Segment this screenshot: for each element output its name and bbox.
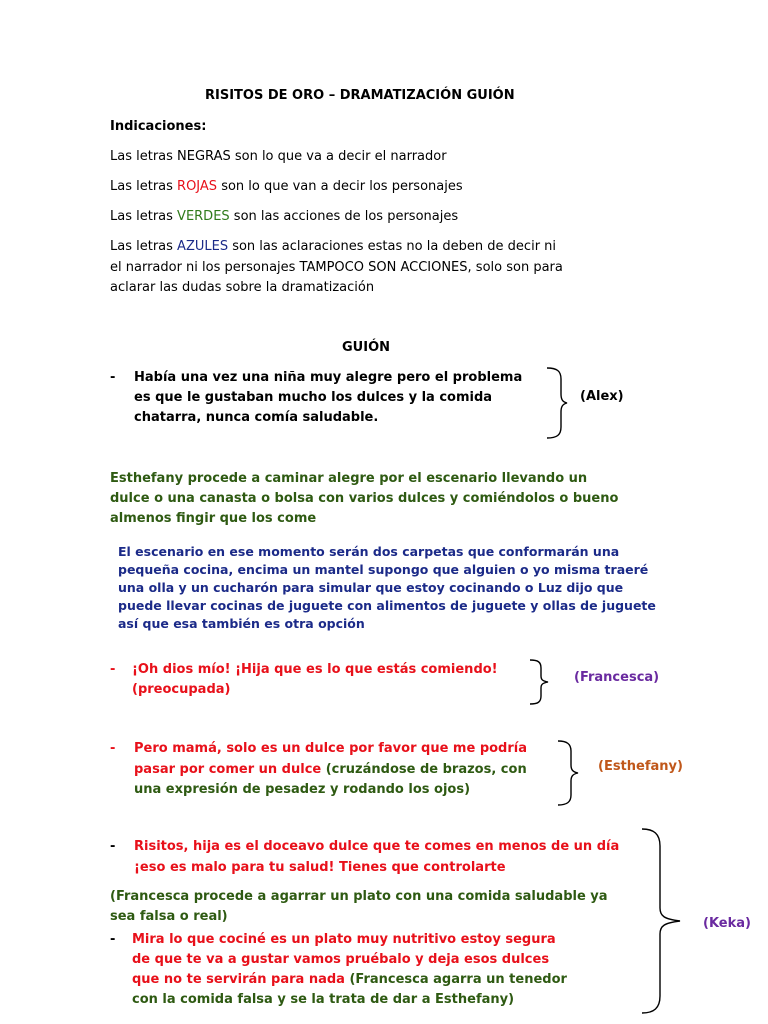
keka-line-1: Risitos, hija es el doceavo dulce que te comes en menos de un día: [134, 839, 620, 854]
narrator-line-1: Había una vez una niña muy alegre pero el problema: [134, 370, 523, 385]
keka-line-2: ¡eso es malo para tu salud! Tienes que controlarte: [134, 860, 506, 875]
indicaciones-heading: Indicaciones:: [110, 119, 207, 134]
narrator-line-3: chatarra, nunca comía saludable.: [134, 410, 379, 425]
note-line-4: puede llevar cocinas de juguete con alimentos de juguete y ollas de juguete: [118, 598, 656, 613]
note-line-3: una olla y un cucharón para simular que estoy cocinando o Luz dijo que: [118, 580, 624, 595]
page-title: RISITOS DE ORO – DRAMATIZACIÓN GUIÓN: [205, 88, 515, 103]
action-line-1: Esthefany procede a caminar alegre por el escenario llevando un: [110, 471, 588, 486]
esthefany-line-3: una expresión de pesadez y rodando los ojos): [134, 782, 471, 797]
note-line-2: pequeña cocina, encima un mantel supongo que alguien o yo misma traeré: [118, 562, 649, 577]
keka-speech-1: Mira lo que cociné es un plato muy nutritivo estoy segura: [132, 932, 556, 947]
keka-speech-3: que no te servirán para nada (Francesca agarra un tenedor: [132, 972, 567, 987]
guion-heading: GUIÓN: [342, 340, 390, 355]
brace-francesca: [528, 659, 552, 705]
speaker-esthefany: (Esthefany): [598, 759, 683, 774]
brace-alex: [545, 367, 569, 439]
note-line-5: así que esa también es otra opción: [118, 616, 365, 631]
legend-line-green: Las letras VERDES son las acciones de los personajes: [110, 209, 459, 224]
esthefany-line-2: pasar por comer un dulce (cruzándose de brazos, con: [134, 762, 527, 777]
action-line-3: almenos fingir que los come: [110, 511, 317, 526]
brace-keka: [640, 828, 684, 1014]
brace-esthefany: [556, 740, 582, 806]
legend-line-blue-3: aclarar las dudas sobre la dramatización: [110, 280, 375, 295]
bullet-dash: -: [110, 932, 116, 947]
speaker-keka: (Keka): [703, 916, 751, 931]
speaker-francesca: (Francesca): [574, 670, 660, 685]
legend-line-blue-2: el narrador ni los personajes TAMPOCO SON ACCIONES, solo son para: [110, 260, 563, 275]
legend-line-black: Las letras NEGRAS son lo que va a decir el narrador: [110, 149, 447, 164]
francesca-line-1: ¡Oh dios mío! ¡Hija que es lo que estás comiendo!: [132, 662, 498, 677]
keka-action-1: (Francesca procede a agarrar un plato con una comida saludable ya: [110, 889, 608, 904]
narrator-line-2: es que le gustaban mucho los dulces y la comida: [134, 390, 493, 405]
action-line-2: dulce o una canasta o bolsa con varios dulces y comiéndolos o bueno: [110, 491, 619, 506]
keka-speech-2: de que te va a gustar vamos pruébalo y deja esos dulces: [132, 952, 550, 967]
keka-action-2: sea falsa o real): [110, 909, 228, 924]
legend-line-red: Las letras ROJAS son lo que van a decir los personajes: [110, 179, 463, 194]
speaker-alex: (Alex): [580, 389, 624, 404]
keka-speech-4: con la comida falsa y se la trata de dar a Esthefany): [132, 992, 515, 1007]
francesca-line-2: (preocupada): [132, 682, 231, 697]
note-line-1: El escenario en ese momento serán dos carpetas que conformarán una: [118, 544, 620, 559]
bullet-dash: -: [110, 741, 116, 756]
legend-line-blue: Las letras AZULES son las aclaraciones estas no la deben de decir ni: [110, 239, 557, 254]
bullet-dash: -: [110, 662, 116, 677]
bullet-dash: -: [110, 370, 116, 385]
esthefany-line-1: Pero mamá, solo es un dulce por favor que me podría: [134, 741, 527, 756]
bullet-dash: -: [110, 839, 116, 854]
